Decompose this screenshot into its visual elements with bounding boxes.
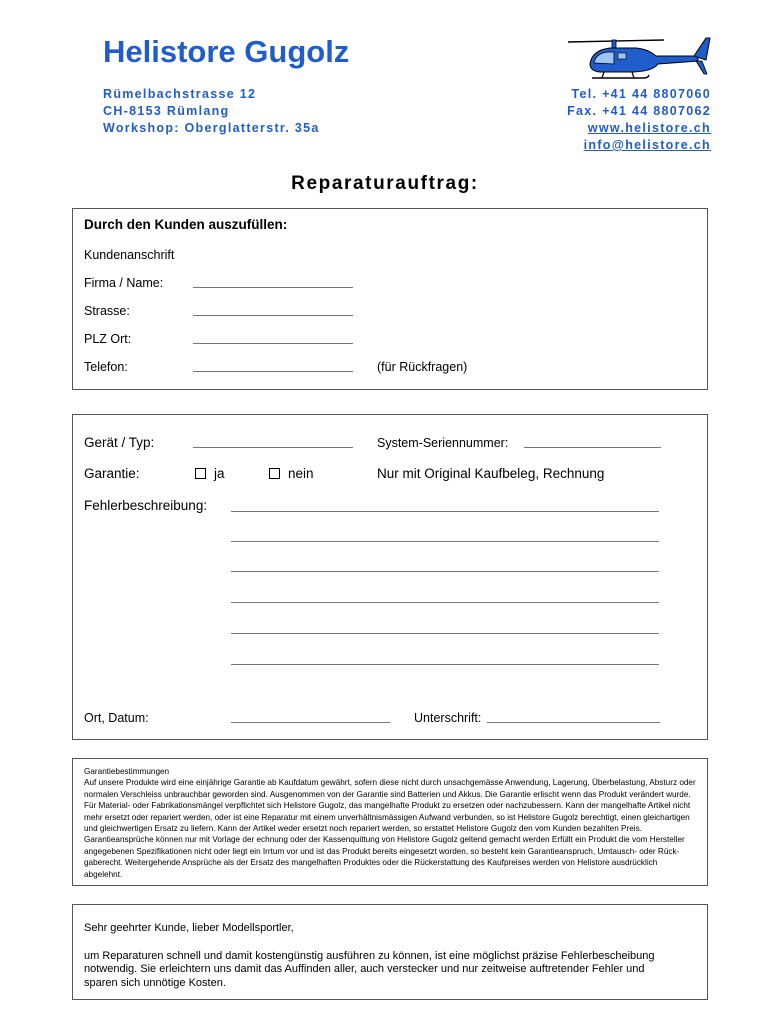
signature-label: Unterschrift: bbox=[414, 711, 482, 725]
name-label: Firma / Name: bbox=[84, 276, 164, 290]
warranty-terms-text: Auf unsere Produkte wird eine einjährige Garantie ab Kaufdatum gewährt, sofern diese nicht durch unsachgemässe Anwendung, Lagerung, Überbelastung, Absturz oder normalen Verschleiss unbrauchbar geworden sind. Ausgenommen von der Garantie sind Batterien und Akkus. Die Garantie erlischt wenn das Produkt verändert wurde. Für Material- oder Fabrikationsmängel verpflichtet sich Helistore Gugolz, das mangelhafte Produkt zu ersetzen oder nachzubessern. Kann der mangelhafte Artikel nicht mehr ersetzt oder repariert werden, oder ist eine Reparatur mit einem unverhältnismässigen Aufwand verbunden, so ist Helistore Gugolz berechtigt, einen gleichartigen und gleichwertigen Ersatz zu liefern. Kann der Artikel weder ersetzt noch repariert werden, so erstattet Helistore Gugolz den vom Kunden bezahlten Preis. Garantieansprüche können nur mit Vorlage der echnung oder der Kassenquittung von Helistore Gugolz geltend gemacht werden Erfüllt ein Produkt die vom Hersteller angegebenen Spezifikationen nicht oder liegt ein Irrtum vor und ist das Produkt bereits eingesetzt worden, so besteht kein Garantieanspruch, Umtausch- oder Rück-gaberecht. Weitergehende Ansprüche als der Ersatz des mangelhaften Produktes oder die Rückerstattung des Kaufpreises werden von Helistore ausdrücklich abgelehnt. bbox=[84, 778, 696, 879]
warranty-terms-title: Garantiebestimmungen bbox=[84, 767, 170, 776]
serial-label: System-Seriennummer: bbox=[377, 436, 509, 450]
street-label: Strasse: bbox=[84, 304, 130, 318]
fault-line-4[interactable] bbox=[231, 602, 659, 603]
phone-note: (für Rückfragen) bbox=[377, 360, 468, 374]
company-name: Helistore Gugolz bbox=[103, 34, 350, 69]
customer-subheading: Kundenanschrift bbox=[84, 248, 175, 262]
address-street: Rümelbachstrasse 12 bbox=[103, 87, 257, 101]
website-link[interactable]: www.helistore.ch bbox=[587, 121, 711, 135]
device-type-label: Gerät / Typ: bbox=[84, 435, 155, 450]
fault-line-5[interactable] bbox=[231, 633, 659, 634]
place-date-field[interactable] bbox=[231, 722, 390, 723]
warranty-yes-label: ja bbox=[214, 466, 225, 481]
warranty-no-checkbox[interactable] bbox=[269, 466, 314, 481]
serial-field[interactable] bbox=[524, 447, 661, 448]
device-type-field[interactable] bbox=[193, 447, 353, 448]
device-section bbox=[72, 414, 708, 740]
name-field[interactable] bbox=[193, 287, 353, 288]
helicopter-icon bbox=[566, 34, 712, 82]
zip-city-field[interactable] bbox=[193, 343, 353, 344]
fault-label: Fehlerbeschreibung: bbox=[84, 498, 208, 513]
fault-line-2[interactable] bbox=[231, 541, 659, 542]
zip-city-label: PLZ Ort: bbox=[84, 332, 132, 346]
phone-field[interactable] bbox=[193, 371, 353, 372]
warranty-label: Garantie: bbox=[84, 466, 140, 481]
email-link[interactable]: info@helistore.ch bbox=[583, 138, 711, 152]
address-city: CH-8153 Rümlang bbox=[103, 104, 230, 118]
customer-heading: Durch den Kunden auszufüllen: bbox=[84, 217, 288, 232]
warranty-yes-checkbox[interactable] bbox=[195, 466, 225, 481]
receipt-note: Nur mit Original Kaufbeleg, Rechnung bbox=[377, 466, 605, 481]
phone-label: Telefon: bbox=[84, 360, 128, 374]
document-title: Reparaturauftrag: bbox=[291, 173, 479, 194]
signature-field[interactable] bbox=[487, 722, 660, 723]
phone-number: Tel. +41 44 8807060 bbox=[571, 87, 711, 101]
street-field[interactable] bbox=[193, 315, 353, 316]
warranty-no-label: nein bbox=[288, 466, 314, 481]
customer-note-section bbox=[72, 904, 708, 1000]
address-workshop: Workshop: Oberglatterstr. 35a bbox=[103, 121, 320, 135]
checkbox-icon bbox=[269, 468, 280, 479]
place-date-label: Ort, Datum: bbox=[84, 711, 149, 725]
note-text: um Reparaturen schnell und damit kostengünstig ausführen zu können, ist eine möglichst präzise Fehlerbescheibung notwendig. Sie erleichtern uns damit das Auffinden aller, auch verstecker und nur zeitweise auftretender Fehler und sparen sich unnötige Kosten. bbox=[84, 949, 655, 989]
fax-number: Fax. +41 44 8807062 bbox=[567, 104, 711, 118]
note-greeting: Sehr geehrter Kunde, lieber Modellsportler, bbox=[84, 922, 294, 934]
fault-line-1[interactable] bbox=[231, 511, 659, 512]
warranty-terms-section bbox=[72, 758, 708, 886]
fault-line-3[interactable] bbox=[231, 571, 659, 572]
checkbox-icon bbox=[195, 468, 206, 479]
fault-line-6[interactable] bbox=[231, 664, 659, 665]
